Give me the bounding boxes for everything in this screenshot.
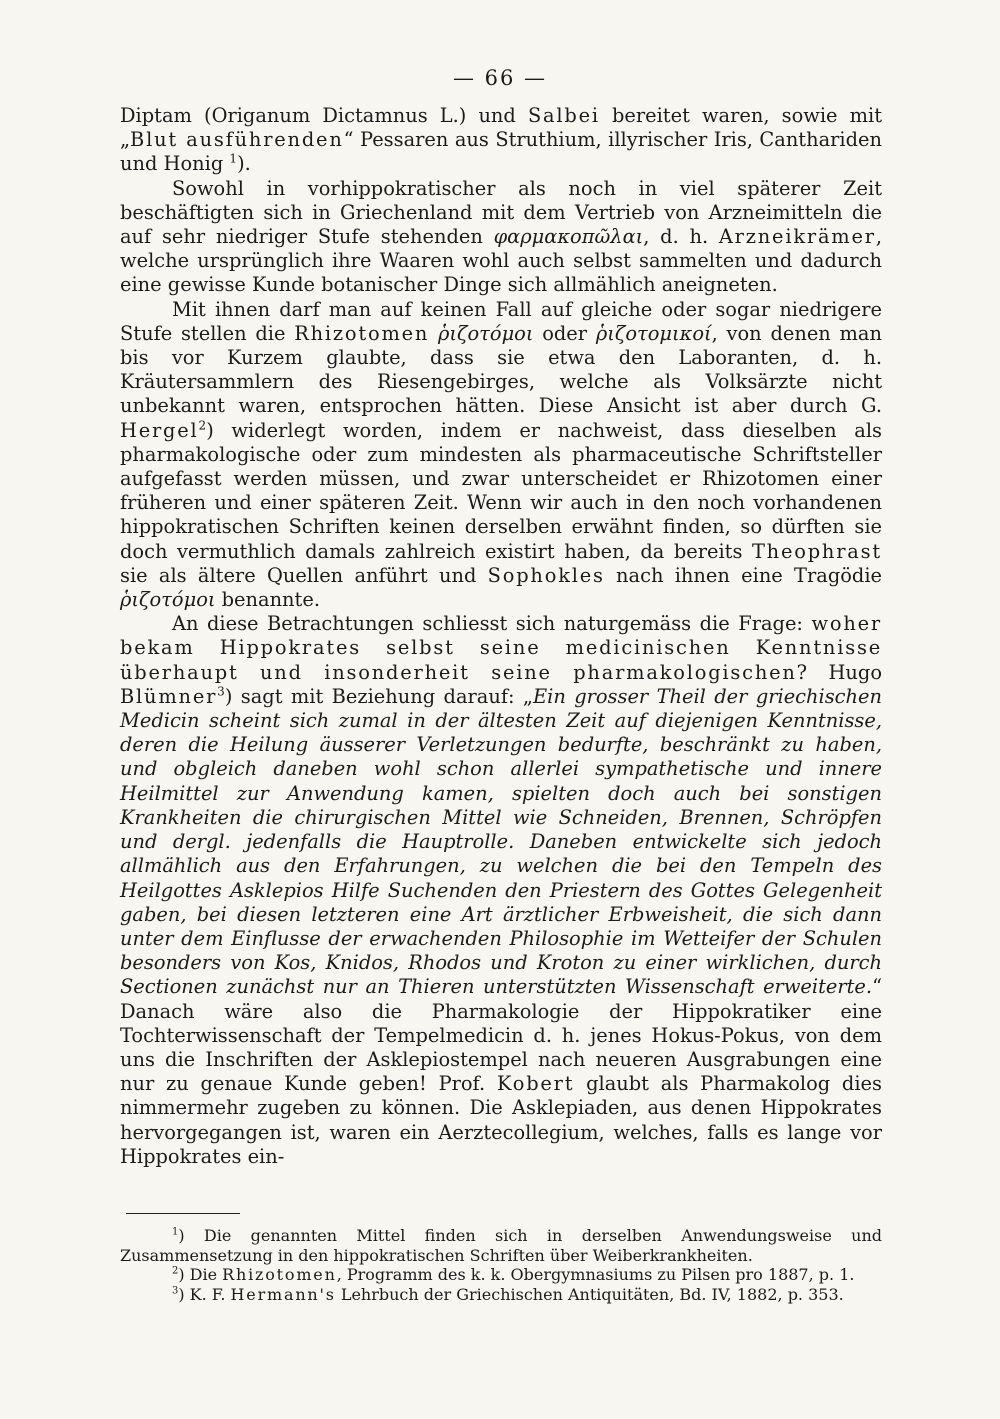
footnote-marker: 3 bbox=[172, 1285, 179, 1297]
greek-term: ῥιζοτόμοι bbox=[120, 588, 216, 612]
footnote bbox=[120, 1265, 882, 1285]
text-run: , Programm des k. k. Obergymnasiums zu Pilsen pro 1887, p. 1. bbox=[336, 1265, 855, 1285]
text-run: “ Danach wäre also die Pharmakologie der Hippokratiker eine Tochterwissenschaft der Tempelmedicin d. h. jenes Hokus-Pokus, von dem uns die Inschriften der Asklepiostempel nach neueren Ausgrabungen eine nur zu genaue Kunde geben! Prof. bbox=[120, 975, 882, 1096]
footnote-divider bbox=[126, 1213, 240, 1214]
text-run: ) Die genannten Mittel finden sich in derselben Anwendungsweise und Zusammensetzung in den hippokratischen Schriften über Weiberkrankheiten. bbox=[120, 1226, 882, 1265]
footnote bbox=[120, 1226, 882, 1265]
text-run: sie als ältere Quellen anführt und bbox=[120, 563, 488, 587]
spaced-emphasis: Rhizotomen bbox=[222, 1265, 337, 1285]
text-run: Lehrbuch der Griechischen Antiquitäten, Bd. IV, 1882, p. 353. bbox=[335, 1284, 844, 1304]
spaced-emphasis: Kobert bbox=[496, 1072, 575, 1096]
text-run: “ Pessaren aus Struthium, illyrischer Iris, Canthariden und Honig bbox=[120, 128, 882, 176]
spaced-emphasis: Blut ausführenden bbox=[130, 128, 344, 152]
paragraph bbox=[120, 177, 882, 298]
footnotes bbox=[120, 1226, 882, 1304]
text-run bbox=[429, 322, 438, 345]
spaced-emphasis: Salbei bbox=[527, 104, 600, 127]
spaced-emphasis: Hergel bbox=[120, 418, 199, 442]
spaced-emphasis: Hermann's bbox=[230, 1284, 336, 1304]
text-run: Diptam (Origanum Dictamnus L.) und bbox=[120, 104, 528, 127]
text-run: ) Die bbox=[178, 1265, 223, 1285]
spaced-emphasis: Sophokles bbox=[487, 563, 605, 587]
text-run: An diese Betrachtungen schliesst sich naturgemäss die Frage: bbox=[172, 612, 812, 636]
paragraph bbox=[120, 298, 882, 613]
text-run: ) sagt mit Beziehung darauf: „ bbox=[224, 684, 533, 708]
text-run: nach ihnen eine Tragödie bbox=[604, 563, 882, 587]
text-run: , d. h. bbox=[643, 225, 719, 249]
footnote-marker: 1 bbox=[229, 151, 238, 166]
spaced-emphasis: Blümner bbox=[120, 684, 218, 708]
footnote-marker: 1 bbox=[172, 1226, 179, 1238]
spaced-emphasis: woher bekam Hippokrates selbst seine medicinischen Kenntnisse überhaupt und insonderheit seine pharmakologischen? bbox=[120, 612, 882, 684]
greek-term: φαρμακοπῶλαι bbox=[493, 225, 644, 249]
page-number: — 66 — bbox=[452, 66, 548, 90]
text-run: ) K. F. bbox=[178, 1284, 231, 1304]
footnote-marker: 2 bbox=[198, 418, 207, 433]
text-run: ) widerlegt worden, indem er nachweist, dass dieselben als pharmakologische oder zum mindesten als pharmaceutische Schriftsteller aufgefasst werden müssen, und zwar unterscheidet er Rhizotomen einer früheren und einer späteren Zeit. Wenn wir auch in den noch vorhandenen hippokratischen Schriften keinen derselben erwähnt finden, so dürften sie doch vermuthlich damals zahlreich existirt haben, da bereits bbox=[120, 418, 882, 563]
greek-term: ῥιζοτόμοι bbox=[437, 321, 534, 345]
main-text bbox=[120, 104, 882, 1169]
text-run: glaubt als Pharmakolog dies nimmermehr zugeben zu können. Die Asklepiaden, aus denen Hippokrates hervorgegangen ist, waren ein Aerztecollegium, welches, falls es lange vor Hippokrates ein- bbox=[120, 1072, 882, 1168]
paragraph bbox=[120, 612, 882, 1169]
text-run: , von denen man bis vor Kurzem glaubte, dass sie etwa den Laboranten, d. h. Kräutersammlern des Riesengebirges, welche als Volksärzte nicht unbekannt waren, entsprochen hätten. Diese Ansicht ist aber durch G. bbox=[120, 321, 882, 418]
footnote bbox=[120, 1285, 882, 1305]
spaced-emphasis: Theophrast bbox=[751, 539, 882, 563]
footnote-marker: 3 bbox=[217, 684, 225, 699]
text-run: Sowohl in vorhippokratischer als noch in viel späterer Zeit beschäftigten sich in Griechenland mit dem Vertrieb von Arzneimitteln die auf sehr niedriger Stufe stehenden bbox=[120, 176, 882, 249]
italic-quote: Ein grosser Theil der griechischen Medicin scheint sich zumal in der ältesten Zeit auf diejenigen Kenntnisse, deren die Heilung äusserer Verletzungen bedurfte, beschränkt zu haben, und obgleich daneben wohl schon allerlei sympathetische und innere Heilmittel zur Anwendung kamen, spielten doch auch bei sonstigen Krankheiten die chirurgischen Mittel wie Schneiden, Brennen, Schröpfen und dergl. jedenfalls die Hauptrolle. Daneben entwickelte sich jedoch allmählich aus den Erfahrungen, zu welchen die bei den Tempeln des Heilgottes Asklepios Hilfe Suchenden den Priestern des Gottes Gelegenheit gaben, bei diesen letzteren eine Art ärztlicher Erbweisheit, die sich dann unter dem Einflusse der erwachenden Philosophie im Wetteifer der Schulen besonders von Kos, Knidos, Rhodos und Kroton zu einer wirklichen, durch Sectionen zunächst nur an Thieren unterstützten Wissenschaft erweiterte. bbox=[120, 684, 882, 999]
text-run: ). bbox=[237, 152, 251, 176]
spaced-emphasis: Rhizotomen bbox=[294, 321, 430, 345]
text-run: bereitet waren, sowie mit „ bbox=[120, 104, 882, 152]
text-run: benannte. bbox=[215, 588, 320, 612]
text-run: oder bbox=[533, 321, 596, 345]
greek-term: ῥιζοτομικοί bbox=[595, 321, 712, 345]
text-run: Hugo bbox=[808, 660, 882, 684]
paragraph bbox=[120, 104, 882, 177]
text-run: , welche ursprünglich ihre Waaren wohl auch selbst sammelten und dadurch eine gewisse Kunde botanischer Dinge sich allmählich aneigneten. bbox=[120, 225, 883, 297]
spaced-emphasis: Arzneikrämer bbox=[718, 225, 876, 249]
text-run: Mit ihnen darf man auf keinen Fall auf gleiche oder sogar niedrigere Stufe stellen die bbox=[120, 297, 882, 345]
footnote-marker: 2 bbox=[172, 1265, 179, 1277]
